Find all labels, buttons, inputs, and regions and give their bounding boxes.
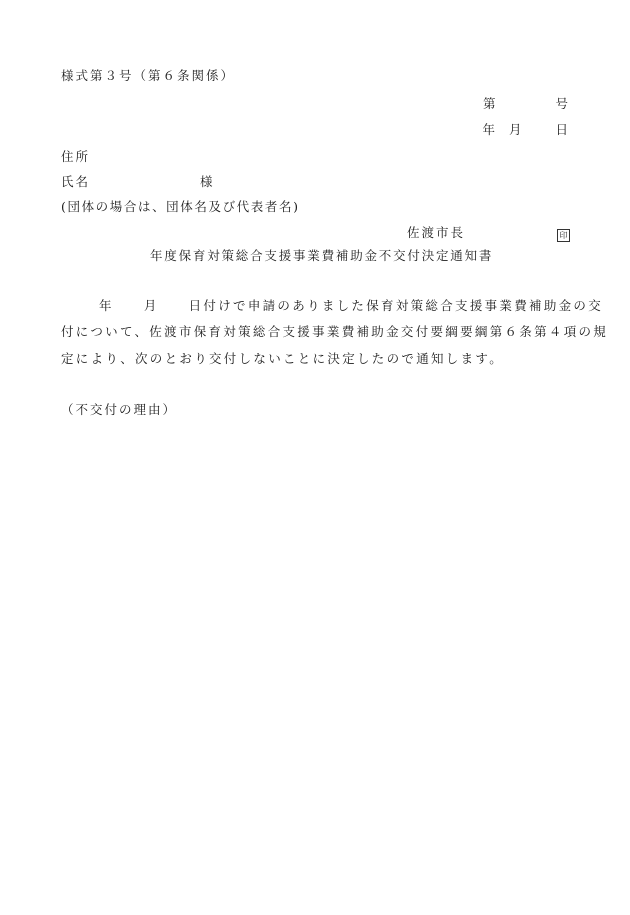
address-label: 住所 xyxy=(61,149,91,164)
honorific: 様 xyxy=(200,174,215,189)
body-line-2: 付について、佐渡市保育対策総合支援事業費補助金交付要綱要綱第６条第４項の規 xyxy=(61,324,609,339)
body-month: 月 xyxy=(143,298,159,313)
document-title: 年度保育対策総合支援事業費補助金不交付決定通知書 xyxy=(150,248,494,263)
organization-note: (団体の場合は、団体名及び代表者名) xyxy=(61,199,300,214)
issue-date-month: 月 xyxy=(508,122,524,137)
name-line xyxy=(61,174,215,190)
sender-title: 佐渡市長 xyxy=(406,225,465,240)
seal-mark: 印 xyxy=(557,229,570,242)
document-number xyxy=(483,96,570,112)
issue-date-year: 年 xyxy=(482,122,497,137)
body-line-3: 定により、次のとおり交付しないことに決定したので通知します。 xyxy=(61,351,505,366)
body-line1-text: 日付けで申請のありました保育対策総合支援事業費補助金の交 xyxy=(188,298,604,313)
document-number-prefix: 第 xyxy=(482,96,498,111)
sender-line xyxy=(407,225,570,242)
document-number-suffix: 号 xyxy=(555,96,570,111)
name-label: 氏名 xyxy=(61,174,91,189)
issue-date-day: 日 xyxy=(555,122,570,137)
form-label: 様式第３号（第６条関係） xyxy=(61,68,236,83)
issue-date xyxy=(482,122,570,138)
body-year: 年 xyxy=(99,298,114,313)
reason-label: （不交付の理由） xyxy=(61,402,178,417)
body-line-1 xyxy=(61,298,604,314)
